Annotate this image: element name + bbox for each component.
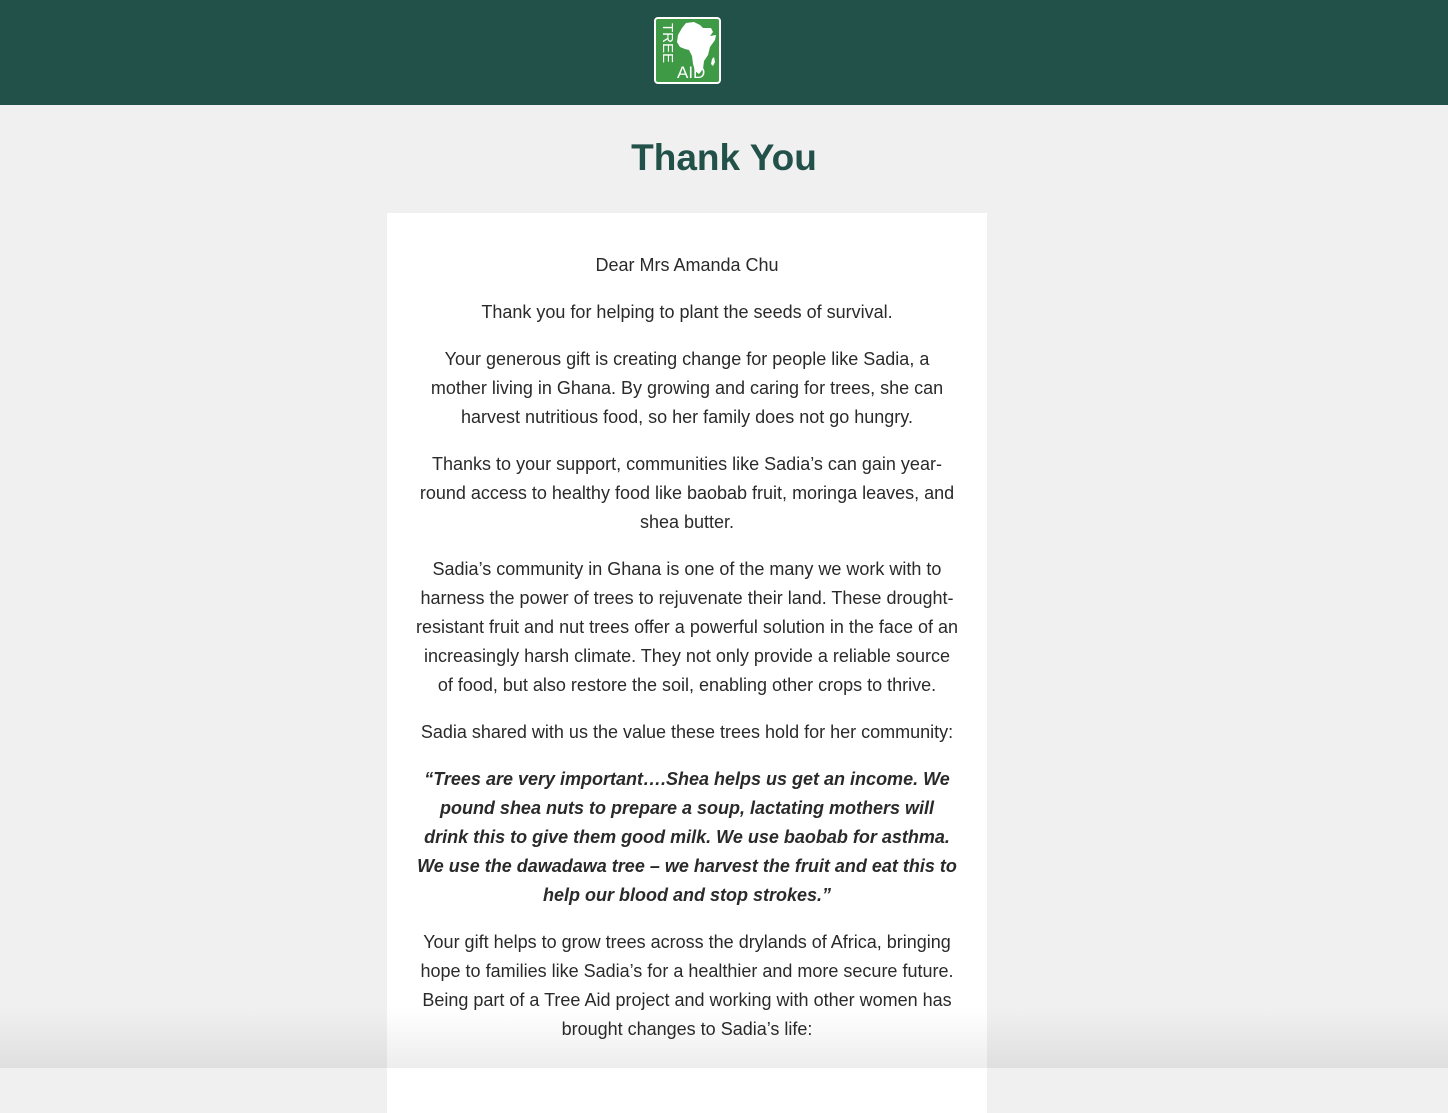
email-header xyxy=(0,0,1448,105)
salutation: Dear Mrs Amanda Chu xyxy=(416,251,958,280)
letter-paragraph-6: Your gift helps to grow trees across the drylands of Africa, bringing hope to families like Sadia’s for a healthier and more secure future. Being part of a Tree Aid project and working with other women has brought changes to Sadia’s life: xyxy=(416,928,958,1044)
letter-paragraph-4: Sadia’s community in Ghana is one of the many we work with to harness the power of trees to rejuvenate their land. These drought-resistant fruit and nut trees offer a powerful solution in the face of an increasingly harsh climate. They not only provide a reliable source of food, but also restore the soil, enabling other crops to thrive. xyxy=(416,555,958,700)
sadia-quote: “Trees are very important….Shea helps us get an income. We pound shea nuts to prepare a soup, lactating mothers will drink this to give them good milk. We use baobab for asthma. We use the dawadawa tree – we harvest the fruit and eat this to help our blood and stop strokes.” xyxy=(416,765,958,910)
letter-paragraph-3: Thanks to your support, communities like Sadia’s can gain year-round access to healthy food like baobab fruit, moringa leaves, and shea butter. xyxy=(416,450,958,537)
letter-paragraph-2: Your generous gift is creating change for people like Sadia, a mother living in Ghana. By growing and caring for trees, she can harvest nutritious food, so her family does not go hungry. xyxy=(416,345,958,432)
letter-paragraph-5: Sadia shared with us the value these trees hold for her community: xyxy=(416,718,958,747)
letter-paragraph-1: Thank you for helping to plant the seeds of survival. xyxy=(416,298,958,327)
tree-aid-logo[interactable] xyxy=(654,17,721,84)
letter-card xyxy=(387,213,987,1113)
page-title: Thank You xyxy=(0,136,1448,180)
logo-text-tree: TREE xyxy=(659,23,676,63)
logo-text-aid: AID xyxy=(677,63,705,82)
africa-map-icon xyxy=(656,19,719,82)
